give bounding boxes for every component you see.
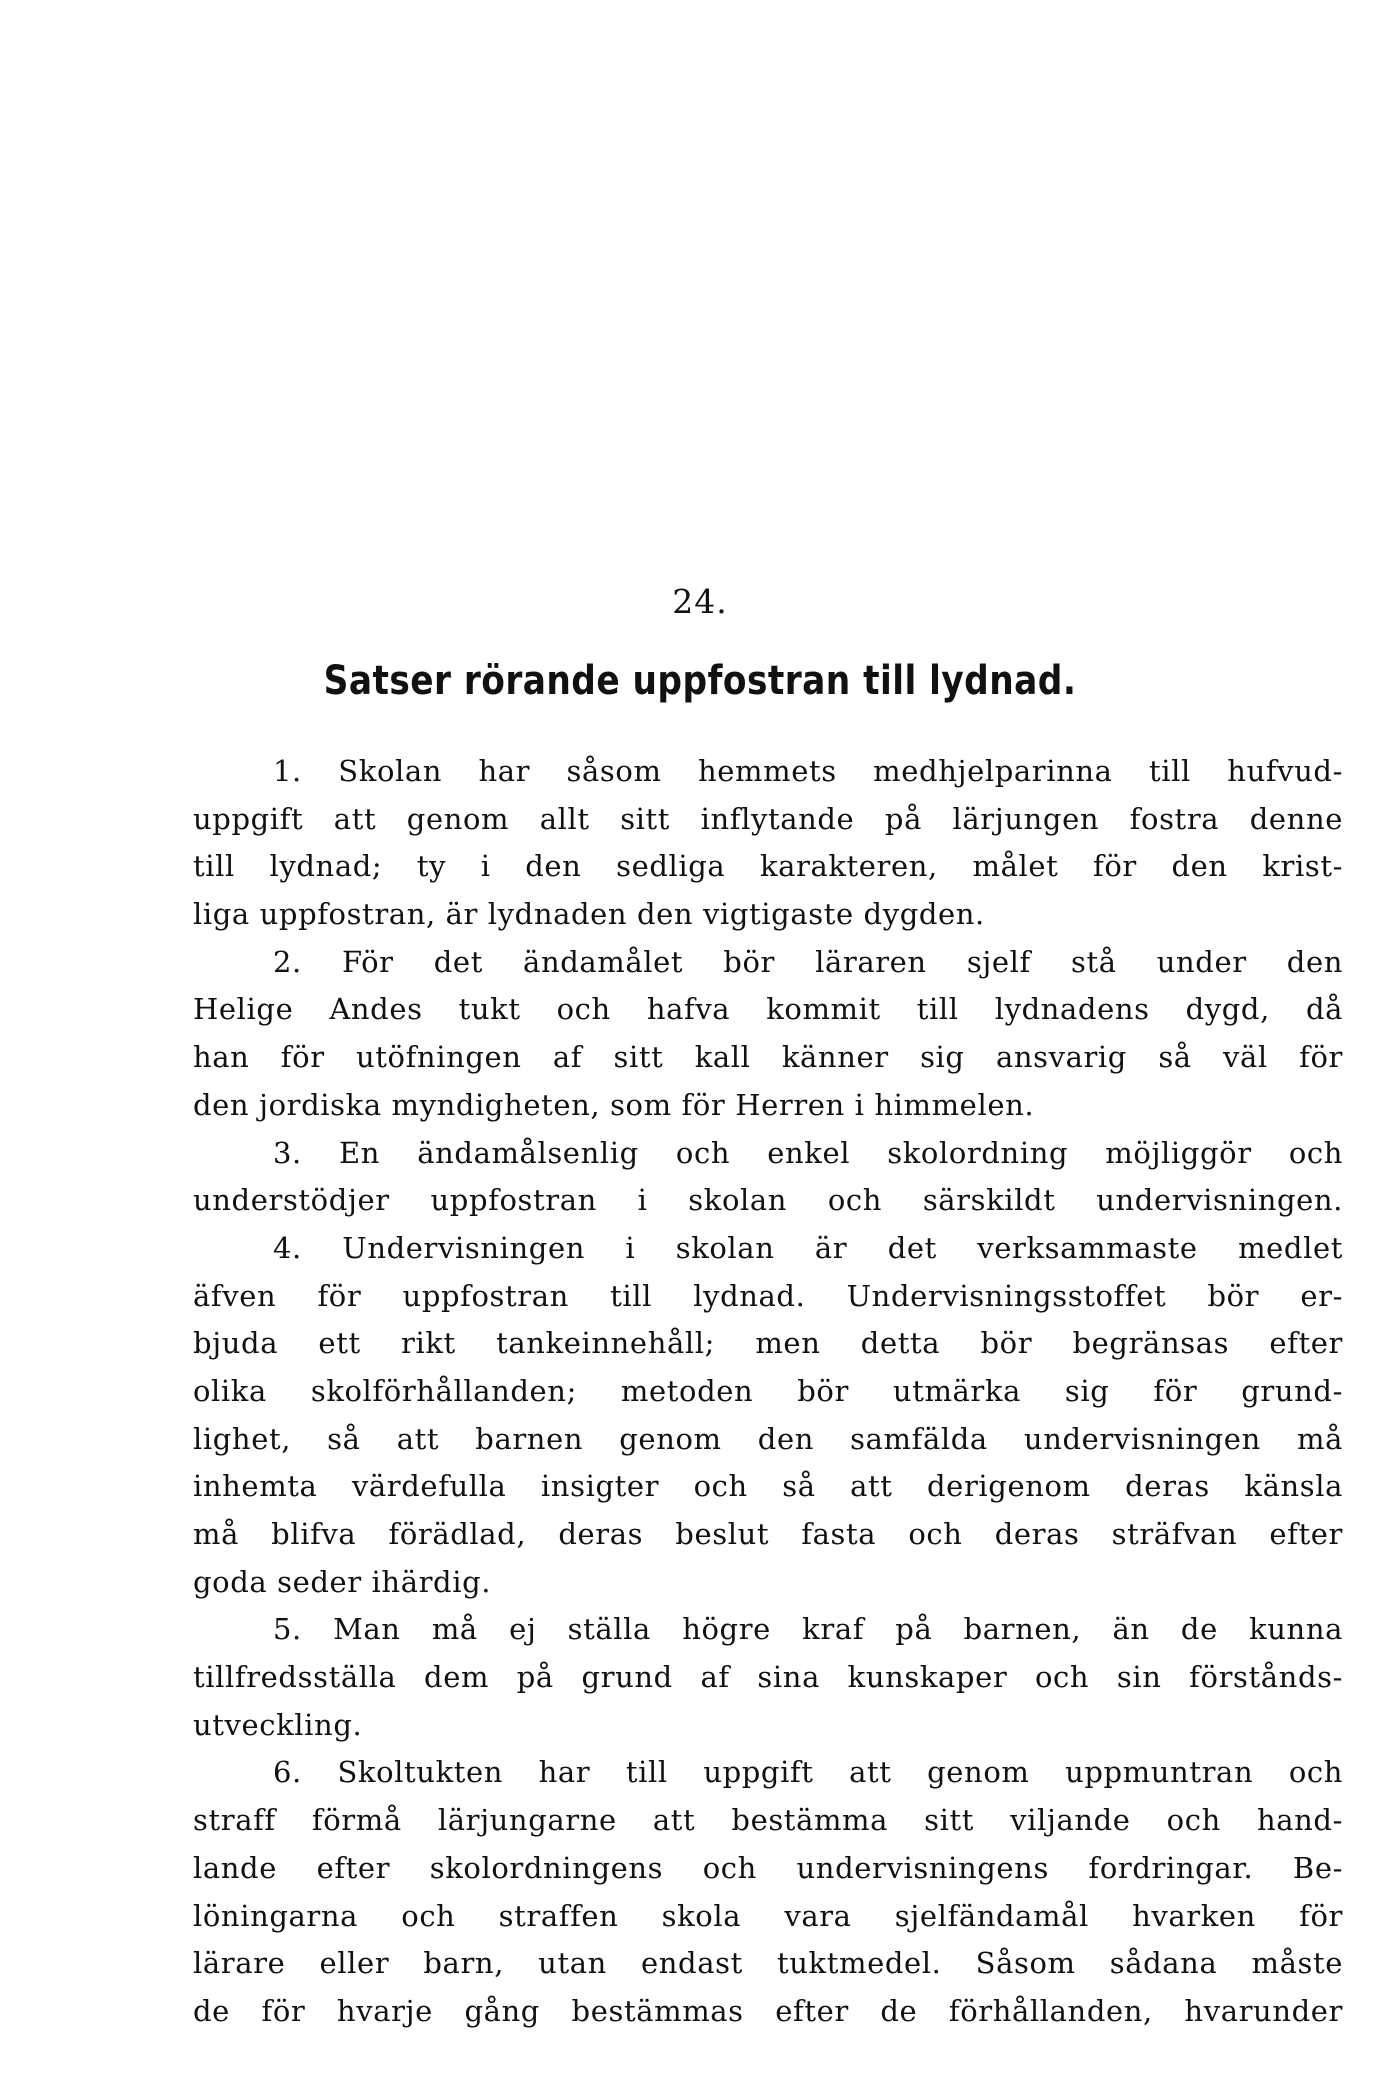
text-line: utveckling. — [193, 1707, 363, 1742]
text-line: till lydnad; ty i den sedliga karakteren, målet för den krist- — [193, 849, 1343, 884]
text-line: den jordiska myndigheten, som för Herren i himmelen. — [193, 1087, 1035, 1122]
text-line: straff förmå lärjungarne att bestämma sitt viljande och hand- — [193, 1803, 1343, 1838]
text-line: understödjer uppfostran i skolan och särskildt undervisningen. — [193, 1183, 1343, 1218]
text-line: 3. En ändamålsenlig och enkel skolordning möjliggör och — [273, 1135, 1343, 1170]
page-number: 24. — [672, 582, 728, 621]
text-line: 4. Undervisningen i skolan är det verksammaste medlet — [273, 1230, 1343, 1265]
text-line: inhemta värdefulla insigter och så att derigenom deras känsla — [193, 1469, 1343, 1504]
text-line: lärare eller barn, utan endast tuktmedel. Såsom sådana måste — [193, 1946, 1343, 1981]
text-line: äfven för uppfostran till lydnad. Undervisningsstoffet bör er- — [193, 1278, 1343, 1313]
text-line: goda seder ihärdig. — [193, 1564, 492, 1599]
text-line: 6. Skoltukten har till uppgift att genom uppmuntran och — [273, 1755, 1343, 1790]
section-heading: Satser rörande uppfostran till lydnad. — [323, 658, 1077, 704]
text-line: uppgift att genom allt sitt inflytande på lärjungen fostra denne — [193, 801, 1343, 836]
text-line: han för utöfningen af sitt kall känner sig ansvarig så väl för — [193, 1040, 1343, 1075]
text-line: tillfredsställa dem på grund af sina kunskaper och sin förstånds- — [193, 1660, 1343, 1695]
text-line: bjuda ett rikt tankeinnehåll; men detta bör begränsas efter — [193, 1326, 1343, 1361]
text-line: de för hvarje gång bestämmas efter de förhållanden, hvarunder — [193, 1993, 1343, 2028]
text-line: löningarna och straffen skola vara sjelfändamål hvarken för — [193, 1898, 1343, 1933]
text-line: 5. Man må ej ställa högre kraf på barnen, än de kunna — [273, 1612, 1343, 1647]
text-line: olika skolförhållanden; metoden bör utmärka sig för grund- — [193, 1373, 1343, 1408]
body-text — [193, 748, 1343, 2036]
text-line: lighet, så att barnen genom den samfälda undervisningen må — [193, 1421, 1343, 1456]
text-line: Helige Andes tukt och hafva kommit till lydnadens dygd, då — [193, 992, 1343, 1027]
text-line: 1. Skolan har såsom hemmets medhjelparinna till hufvud- — [273, 754, 1343, 788]
text-line: lande efter skolordningens och undervisningens fordringar. Be- — [193, 1850, 1343, 1885]
text-line: må blifva förädlad, deras beslut fasta och deras sträfvan efter — [193, 1517, 1343, 1551]
text-line: 2. För det ändamålet bör läraren sjelf stå under den — [273, 944, 1343, 979]
text-line: liga uppfostran, är lydnaden den vigtigaste dygden. — [193, 897, 985, 932]
